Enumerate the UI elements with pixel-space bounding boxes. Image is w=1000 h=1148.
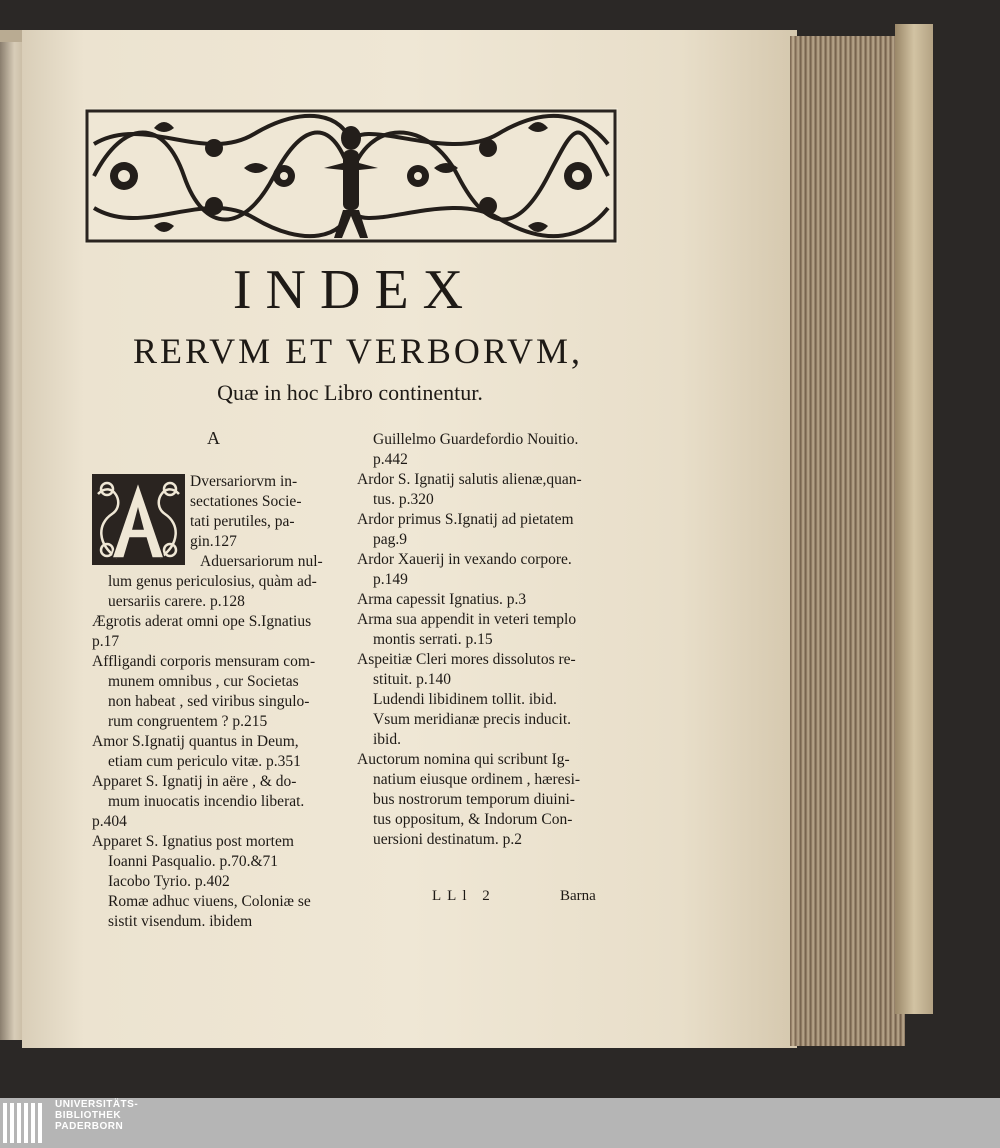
index-line: Amor S.Ignatij quantus in Deum, [92,733,299,750]
index-line: Ardor S. Ignatij salutis alienæ,quan- [357,471,582,488]
page-title: INDEX [232,259,478,321]
index-line: Ægrotis aderat omni ope S.Ignatius [92,613,312,630]
logo-line-2: BIBLIOTHEK [55,1110,122,1121]
index-line: p.404 [92,813,127,830]
index-line: stituit. p.140 [373,671,451,688]
index-line: sectationes Socie- [190,493,302,510]
left-page-edge [0,30,24,1040]
index-line: mum inuocatis incendio liberat. [108,793,305,810]
index-line: sistit visendum. ibidem [108,913,253,930]
index-line: Auctorum nomina qui scribunt Ig- [357,751,570,768]
index-line: Vsum meridianæ precis inducit. [373,711,572,728]
logo-line-3: PADERBORN [55,1121,124,1132]
index-line: montis serrati. p.15 [373,631,493,648]
index-line: gin.127 [190,533,237,550]
page-block-edges [790,36,905,1046]
footer-bar [0,1098,1000,1148]
index-line: Ardor primus S.Ignatij ad pietatem [357,511,574,528]
index-line: non habeat , sed viribus singulo- [108,693,310,710]
index-line: tus oppositum, & Indorum Con- [373,811,573,828]
index-line: rum congruentem ? p.215 [108,713,268,730]
catchword: Barna [560,888,596,904]
index-line: Guillelmo Guardefordio Nouitio. [373,431,579,448]
index-line: p.442 [373,451,408,468]
page-subtitle: RERVM ET VERBORVM, [133,331,583,371]
signature-mark: LLl 2 [432,888,496,904]
section-letter: A [207,428,220,448]
library-logo-text[interactable] [55,1099,138,1132]
index-line: Apparet S. Ignatius post mortem [92,833,294,850]
page-caption: Quæ in hoc Libro continentur. [217,380,483,405]
page-footer [432,888,602,905]
index-line: etiam cum periculo vitæ. p.351 [108,753,301,770]
index-line: p.17 [92,633,120,650]
index-line: Affligandi corporis mensuram com- [92,653,316,670]
index-line: lum genus periculosius, quàm ad- [108,573,317,590]
index-line: Iacobo Tyrio. p.402 [108,873,230,890]
index-column-right [357,430,613,850]
woodcut-ornament-icon [84,108,618,244]
index-line: p.149 [373,571,408,588]
index-line: Aduersariorum nul- [200,553,323,570]
index-line: Ioanni Pasqualio. p.70.&71 [108,853,279,870]
index-line: Romæ adhuc viuens, Coloniæ se [108,893,311,910]
index-line: Arma capessit Ignatius. p.3 [357,591,527,608]
index-column-left [92,472,340,932]
index-line: Dversariorvm in- [190,473,298,490]
index-line: tus. p.320 [373,491,434,508]
index-line: bus nostrorum temporum diuini- [373,791,575,808]
index-line: Ludendi libidinem tollit. ibid. [373,691,557,708]
index-line: natium eiusque ordinem , hæresi- [373,771,581,788]
index-line: tati perutiles, pa- [190,513,295,530]
index-line: Ardor Xauerij in vexando corpore. [357,551,572,568]
book-cover-edge [895,24,933,1014]
library-logo-icon [0,1101,52,1145]
logo-line-1: UNIVERSITÄTS- [55,1099,139,1110]
index-line: Arma sua appendit in veteri templo [357,611,577,628]
index-line: pag.9 [373,531,408,548]
index-line: uersariis carere. p.128 [108,593,245,610]
index-line: ibid. [373,731,401,748]
index-line: uersioni destinatum. p.2 [373,831,522,848]
index-line: munem omnibus , cur Societas [108,673,299,690]
index-line: Aspeitiæ Cleri mores dissolutos re- [357,651,576,668]
index-line: Apparet S. Ignatij in aëre , & do- [92,773,297,790]
